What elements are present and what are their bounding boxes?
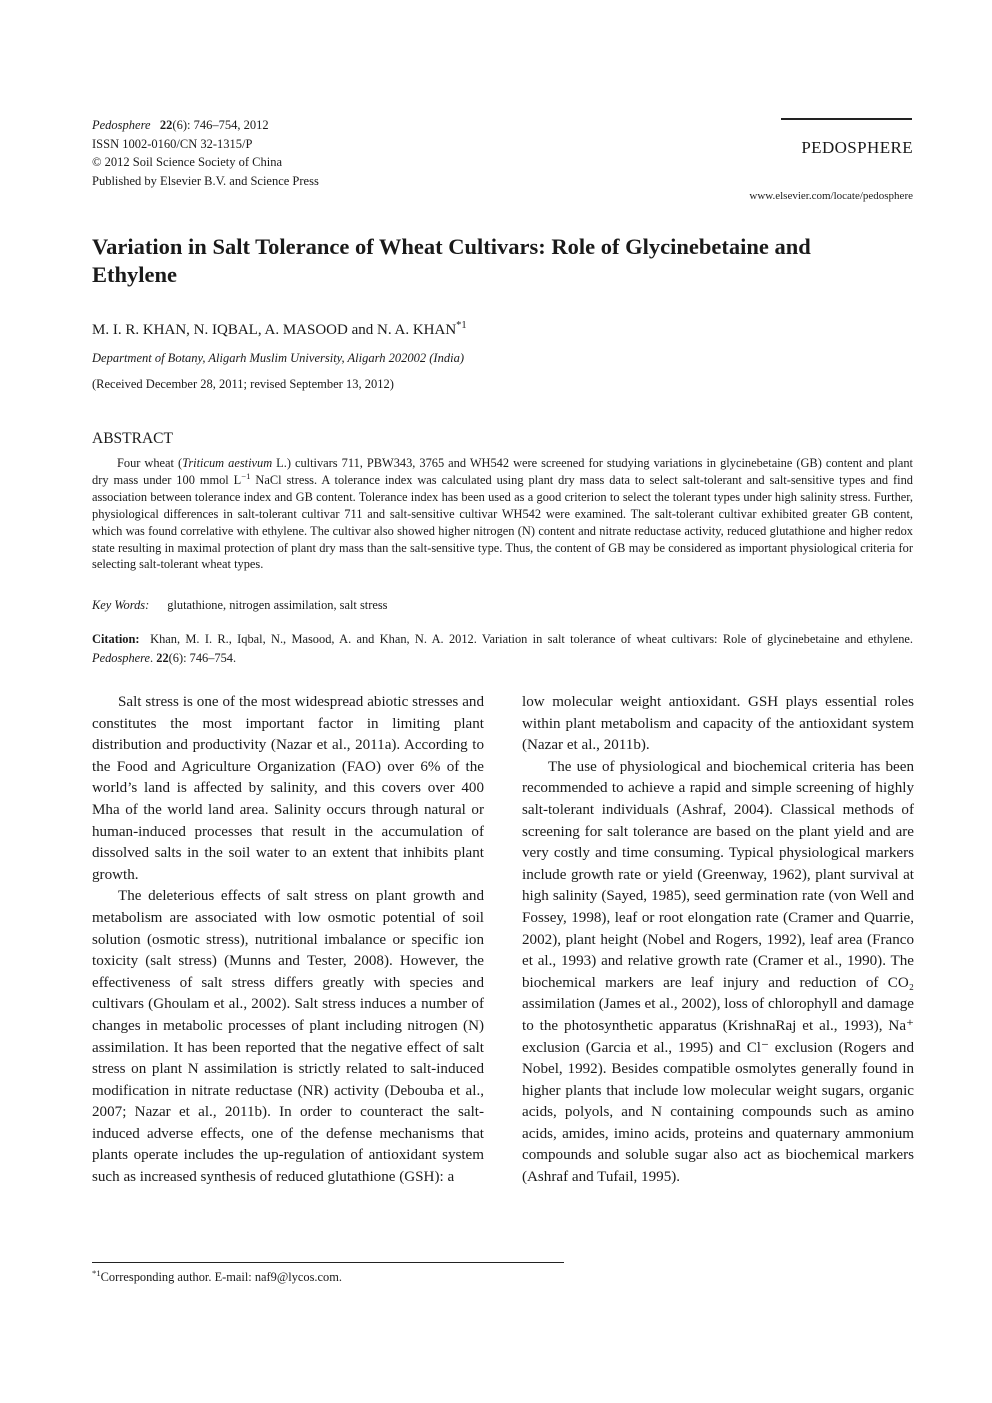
- footnote-mark: *1: [92, 1267, 101, 1278]
- abstract-text: [92, 455, 913, 573]
- citation-label: Citation:: [92, 632, 140, 646]
- citation: Citation: Khan, M. I. R., Iqbal, N., Masood, A. and Khan, N. A. 2012. Variation in salt tolerance of wheat cultivars: Role of glycinebetaine and ethylene. Pedosphere. 22(6): 746–754.: [92, 632, 913, 665]
- brand-rule: [781, 118, 912, 120]
- body-column-right: [522, 692, 914, 1189]
- unit-exponent: −1: [241, 470, 251, 481]
- authors: [92, 322, 467, 339]
- abstract-part: NaCl stress. A tolerance index was calculated using plant dry mass data to select salt-tolerant and salt-sensitive types and find association between tolerance index and GB content. Tolerance index has been used as a good criterion to select the tolerant types under high salinity stress. Further, physiological differences in salt-tolerant cultivar 711 and salt-sensitive cultivar WH542 were examined. The salt-tolerant cultivar exhibited greater GB content, which was found correlative with ethylene. The cultivar also showed higher nitrogen (N) content and nitrate reductase activity, reduced glutathione and higher redox state resulting in maximal protection of plant dry mass than the salt-sensitive type. Thus, the content of GB may be considered as important physiological criteria for selecting salt-tolerant wheat types.: [92, 472, 913, 572]
- author-footnote-mark: *1: [456, 320, 467, 331]
- body-paragraph: The deleterious effects of salt stress on plant growth and metabolism are associated with low osmotic potential of soil solution (osmotic stress), nutritional imbalance or specific ion toxicity (salt stress) (Munns and Tester, 2008). However, the effectiveness of salt stress differs greatly with species and cultivars (Ghoulam et al., 2002). Salt stress induces a number of changes in metabolic processes of plant including nitrogen (N) assimilation. It has been reported that the negative effect of salt stress on plant N assimilation is strictly related to salt-induced modification in nitrate reductase (NR) activity (Debouba et al., 2007; Nazar et al., 2011b). In order to counteract the salt-induced adverse effects, one of the defense mechanisms that plants operate includes the up-regulation of antioxidant system such as increased synthesis of reduced glutathione (GSH): a: [92, 888, 484, 1186]
- citation-pages: (6): 746–754.: [168, 650, 237, 665]
- footnote-rule: [92, 1262, 564, 1263]
- journal-url[interactable]: www.elsevier.com/locate/pedosphere: [749, 190, 913, 202]
- journal-volume: 22: [159, 118, 173, 132]
- footnote: [92, 1267, 342, 1285]
- body-paragraph: The use of physiological and biochemical criteria has been recommended to achieve a rapid and simple screening of highly salt-tolerant individuals (Ashraf, 2004). Classical methods of screening for salt tolerance are based on the plant yield and are very costly and time consuming. Typical physiological markers include growth rate or yield (Greenway, 1962), plant survival at high salinity (Sayed, 1985), seed germination rate (von Well and Fossey, 1998), leaf or root elongation rate (Cramer and Quarrie, 2002), plant height (Nobel and Rogers, 1992), leaf area (Franco et al., 1993) and relative growth rate (Cramer et al., 1990). The biochemical markers are leaf injury and reduction of CO₂ assimilation (James et al., 2002), loss of chlorophyll and damage to the photosynthetic apparatus (KrishnaRaj et al., 1993), Na⁺ exclusion (Garcia et al., 1995) and Cl⁻ exclusion (Rogers and Nobel, 1992). Besides compatible osmolytes generally found in higher plants that include low molecular weight sugars, organic acids, polyols, and N containing compounds such as amino acids, amides, imino acids, proteins and quaternary ammonium compounds and soluble sugar also act as biochemical markers (Ashraf and Tufail, 1995).: [522, 758, 914, 1186]
- body-paragraph: Salt stress is one of the most widespread abiotic stresses and constitutes the most important factor in limiting plant distribution and productivity (Nazar et al., 2011a). According to the Food and Agriculture Organization (FAO) over 6% of the world’s land is affected by salinity, and this covers over 400 Mha of the world land area. Salinity occurs through natural or human-induced processes that result in the accumulation of dissolved salts in the soil water to an extent that inhibits plant growth.: [92, 694, 484, 883]
- keywords: [92, 598, 388, 613]
- citation-volume: 22: [156, 650, 169, 665]
- abstract-part: L.) cultivars 711, PBW343, 3765 and WH542 were screened for studying variations in glycinebetaine (GB) content and plant dry mass under 100 mmol L: [92, 456, 913, 487]
- body-paragraph: low molecular weight antioxidant. GSH plays essential roles within plant metabolism and capacity of the antioxidant system (Nazar et al., 2011b).: [522, 694, 914, 754]
- body-column-left: [92, 692, 484, 1189]
- issn: ISSN 1002-0160/CN 32-1315/P: [92, 136, 253, 151]
- footnote-text: Corresponding author. E-mail: naf9@lycos.com.: [100, 1270, 342, 1284]
- article-title: Variation in Salt Tolerance of Wheat Cultivars: Role of Glycinebetaine and Ethylene: [92, 234, 811, 287]
- citation-journal: Pedosphere: [92, 650, 151, 665]
- journal-issue-pages: (6): 746–754, 2012: [172, 118, 269, 132]
- citation-text: Khan, M. I. R., Iqbal, N., Masood, A. and Khan, N. A. 2012. Variation in salt tolerance of wheat cultivars: Role of glycinebetaine and ethylene.: [150, 632, 913, 646]
- keywords-label: Key Words:: [92, 598, 150, 612]
- journal-name: Pedosphere: [92, 118, 151, 132]
- publisher: Published by Elsevier B.V. and Science Press: [92, 173, 319, 188]
- journal-citation-line: [92, 116, 319, 135]
- journal-brand: PEDOSPHERE: [801, 138, 913, 157]
- author-names: M. I. R. KHAN, N. IQBAL, A. MASOOD and N. A. KHAN: [92, 322, 457, 338]
- affiliation: Department of Botany, Aligarh Muslim University, Aligarh 202002 (India): [92, 351, 464, 365]
- keywords-list: glutathione, nitrogen assimilation, salt stress: [167, 598, 388, 612]
- abstract-heading: ABSTRACT: [92, 430, 173, 447]
- species-name: Triticum aestivum: [182, 456, 273, 470]
- received-dates: (Received December 28, 2011; revised September 13, 2012): [92, 377, 394, 391]
- abstract-part: Four wheat (: [117, 456, 183, 470]
- copyright: © 2012 Soil Science Society of China: [92, 155, 283, 169]
- journal-info: [92, 116, 319, 190]
